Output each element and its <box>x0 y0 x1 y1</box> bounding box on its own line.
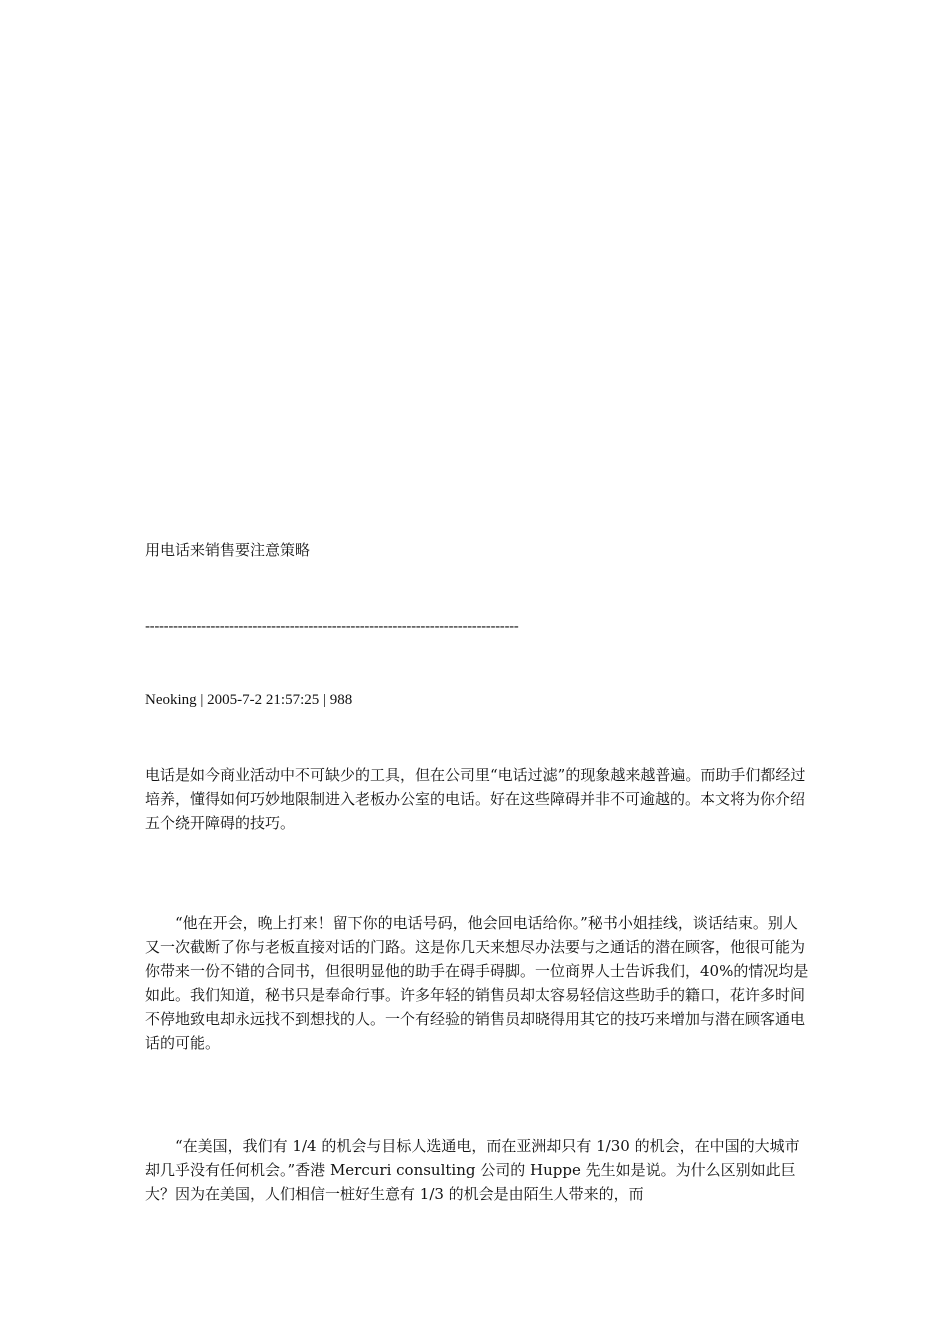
article-title: 用电话来销售要注意策略 <box>145 541 311 559</box>
divider-line: -------------------------------------------------------------------------------- <box>145 617 519 635</box>
paragraph-body-1: “他在开会，晚上打来！留下你的电话号码，他会回电话给你。”秘书小姐挂线，谈话结束。别人又一次截断了你与老板直接对话的门路。这是你几天来想尽办法要与之通话的潜在顾客，他很可能为你带来一份不错的合同书，但很明显他的助手在碍手碍脚。一位商界人士告诉我们，40%的情况均是如此。我们知道，秘书只是奉命行事。许多年轻的销售员却太容易轻信这些助手的籍口，花许多时间不停地致电却永远找不到想找的人。一个有经验的销售员却晓得用其它的技巧来增加与潜在顾客通电话的可能。 <box>145 914 809 1052</box>
article-meta: Neoking | 2005-7-2 21:57:25 | 988 <box>145 692 353 708</box>
paragraph-body-2: “在美国，我们有 1/4 的机会与目标人选通电，而在亚洲却只有 1/30 的机会，在中国的大城市却几乎没有任何机会。”香港 Mercuri consulting 公司的 Huppe 先生如是说。为什么区别如此巨大？因为在美国，人们相信一桩好生意有 1/3 的机会是由陌生人带来的，而 <box>145 1137 800 1203</box>
paragraph-intro: 电话是如今商业活动中不可缺少的工具，但在公司里“电话过滤”的现象越来越普遍。而助手们都经过培养，懂得如何巧妙地限制进入老板办公室的电话。好在这些障碍并非不可逾越的。本文将为你介绍五个绕开障碍的技巧。 <box>145 766 806 832</box>
